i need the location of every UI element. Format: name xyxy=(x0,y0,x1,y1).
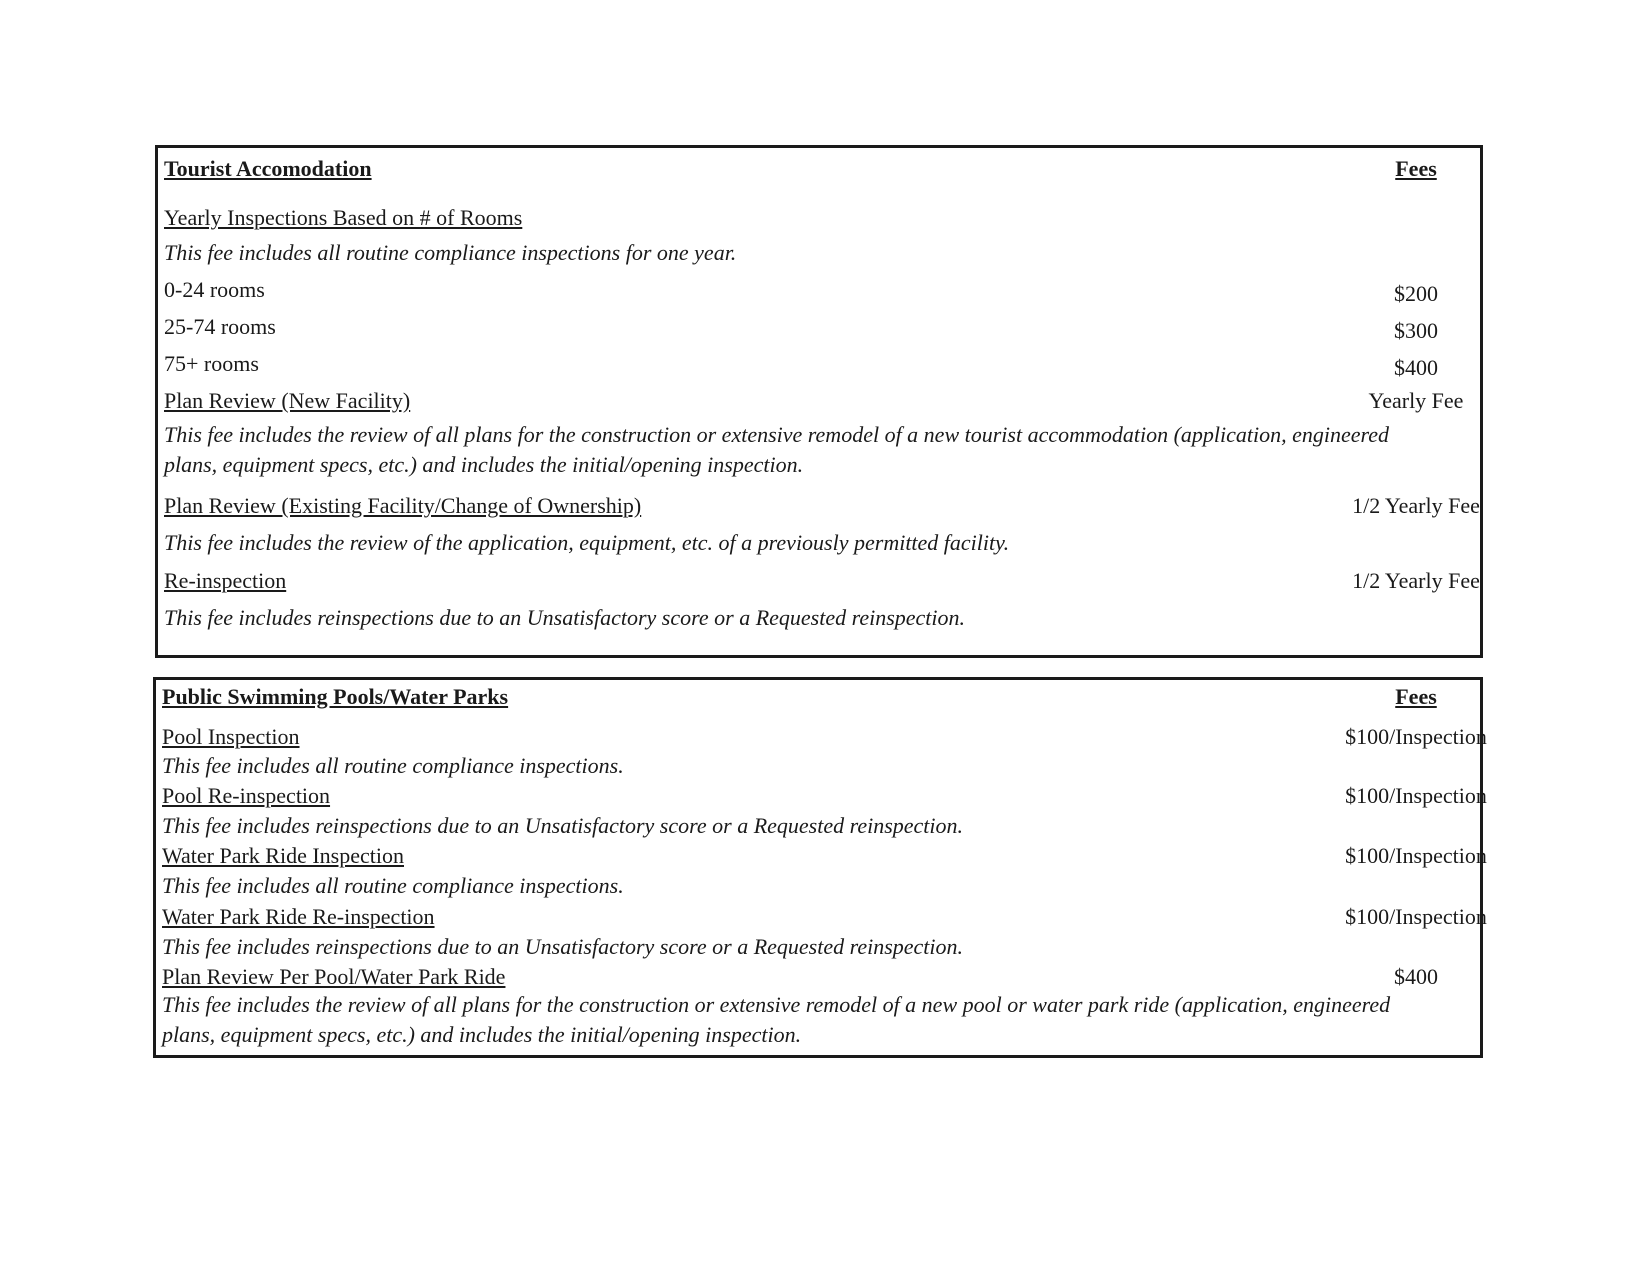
rooms-fee-2: $400 xyxy=(1394,355,1438,380)
rooms-label-0: 0-24 rooms xyxy=(164,277,265,302)
pool-reinspection-note: This fee includes reinspections due to an Unsatisfactory score or a Requested reinspection. xyxy=(162,813,964,838)
tourist-accommodation-table xyxy=(155,145,1483,658)
pool-inspection-note: This fee includes all routine compliance inspections. xyxy=(162,753,624,778)
pool-reinspection-label: Pool Re-inspection xyxy=(162,783,331,808)
plan-review-existing-note: This fee includes the review of the application, equipment, etc. of a previously permitted facility. xyxy=(164,530,1010,555)
tourist-fees-header: Fees xyxy=(1395,156,1437,181)
pool-inspection-fee: $100/Inspection xyxy=(1345,724,1487,749)
water-park-ride-reinspection-fee: $100/Inspection xyxy=(1345,904,1487,929)
pool-reinspection-fee: $100/Inspection xyxy=(1345,783,1487,808)
plan-review-new-fee: Yearly Fee xyxy=(1368,388,1464,413)
water-park-ride-inspection-label: Water Park Ride Inspection xyxy=(162,843,404,868)
reinspection-note: This fee includes reinspections due to an Unsatisfactory score or a Requested reinspection. xyxy=(164,605,966,630)
pool-inspection-label: Pool Inspection xyxy=(162,724,300,749)
plan-review-existing-label: Plan Review (Existing Facility/Change of Ownership) xyxy=(164,493,642,518)
rooms-fee-1: $300 xyxy=(1394,318,1438,343)
yearly-inspections-note: This fee includes all routine compliance inspections for one year. xyxy=(164,240,737,265)
pools-water-parks-table xyxy=(153,677,1487,1058)
rooms-label-1: 25-74 rooms xyxy=(164,314,276,339)
water-park-ride-reinspection-note: This fee includes reinspections due to an Unsatisfactory score or a Requested reinspection. xyxy=(162,934,964,959)
water-park-ride-inspection-note: This fee includes all routine compliance inspections. xyxy=(162,873,624,898)
rooms-fee-0: $200 xyxy=(1394,281,1438,306)
plan-review-pool-fee: $400 xyxy=(1394,964,1438,989)
reinspection-fee: 1/2 Yearly Fee xyxy=(1352,568,1480,593)
reinspection-label: Re-inspection xyxy=(164,568,287,593)
plan-review-new-note: This fee includes the review of all plans for the construction or extensive remodel of a new tourist accommodation (application, engineered plans, equipment specs, etc.) and includes the initial/opening inspection. xyxy=(164,422,1390,477)
tourist-title: Tourist Accomodation xyxy=(164,156,372,181)
pools-fees-header: Fees xyxy=(1395,684,1437,709)
plan-review-pool-label: Plan Review Per Pool/Water Park Ride xyxy=(162,964,506,989)
plan-review-pool-note: This fee includes the review of all plans for the construction or extensive remodel of a new pool or water park ride (application, engineered plans, equipment specs, etc.) and includes the initial/opening inspection. xyxy=(162,992,1391,1047)
plan-review-existing-fee: 1/2 Yearly Fee xyxy=(1352,493,1480,518)
rooms-label-2: 75+ rooms xyxy=(164,351,259,376)
plan-review-new-label: Plan Review (New Facility) xyxy=(164,388,411,413)
yearly-inspections-heading: Yearly Inspections Based on # of Rooms xyxy=(164,205,523,230)
pools-title: Public Swimming Pools/Water Parks xyxy=(162,684,509,709)
water-park-ride-reinspection-label: Water Park Ride Re-inspection xyxy=(162,904,435,929)
water-park-ride-inspection-fee: $100/Inspection xyxy=(1345,843,1487,868)
